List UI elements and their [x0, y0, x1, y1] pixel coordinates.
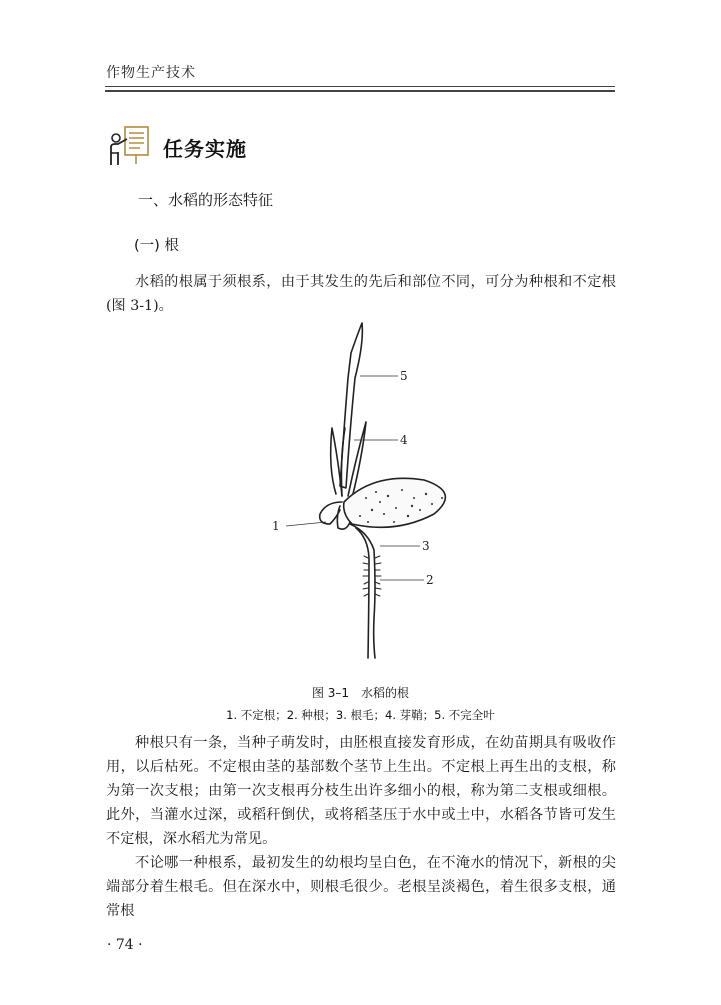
paragraph-root-types: 种根只有一条，当种子萌发时，由胚根直接发育形成，在幼苗期具有吸收作用，以后枯死。不定根由茎的基部数个茎节上生出。不定根上再生出的支根，称为第一次支根；由第一次支根再分枝生出许多细小的根，称为第二支根或细根。此外，当灌水过深，或稻秆倒伏，或将稻茎压于水中或土中，水稻各节皆可发生不定根，深水稻尤为常见。	[106, 735, 616, 847]
figure-legend: 1. 不定根；2. 种根；3. 根毛；4. 芽鞘；5. 不完全叶	[226, 708, 495, 722]
figure-label-5: 5	[400, 369, 408, 383]
header-rule-thick	[105, 90, 615, 92]
figure-label-4: 4	[400, 433, 408, 447]
paragraph-intro: 水稻的根属于须根系，由于其发生的先后和部位不同，可分为种根和不定根(图 3-1)。	[106, 274, 616, 314]
side-leaf	[331, 428, 342, 496]
coleoptile	[341, 422, 366, 498]
subheading-root: (一) 根	[134, 238, 179, 254]
figure-label-2: 2	[426, 573, 434, 587]
figure-label-1: 1	[272, 519, 280, 533]
rice-seedling-drawing	[320, 323, 446, 658]
subheading-morphology: 一、水稻的形态特征	[138, 191, 274, 209]
paragraph-root-color: 不论哪一种根系，最初发生的幼根均呈白色，在不淹水的情况下，新根的尖端部分着生根毛。但在深水中，则根毛很少。老根呈淡褐色，着生很多支根，通常根	[106, 855, 616, 919]
rice-root-figure	[256, 318, 456, 663]
section-title: 任务实施	[163, 136, 247, 161]
figure-caption: 图 3–1 水稻的根	[311, 686, 410, 700]
presenter-board-icon	[107, 124, 153, 170]
figure-label-3: 3	[422, 539, 430, 553]
page-number: · 74 ·	[107, 937, 143, 953]
seminal-root	[350, 524, 375, 658]
section-heading	[107, 124, 247, 170]
book-title: 作物生产技术	[106, 65, 196, 81]
root-hairs	[363, 556, 381, 596]
header-rule-thin	[105, 86, 615, 87]
grain	[344, 478, 446, 527]
